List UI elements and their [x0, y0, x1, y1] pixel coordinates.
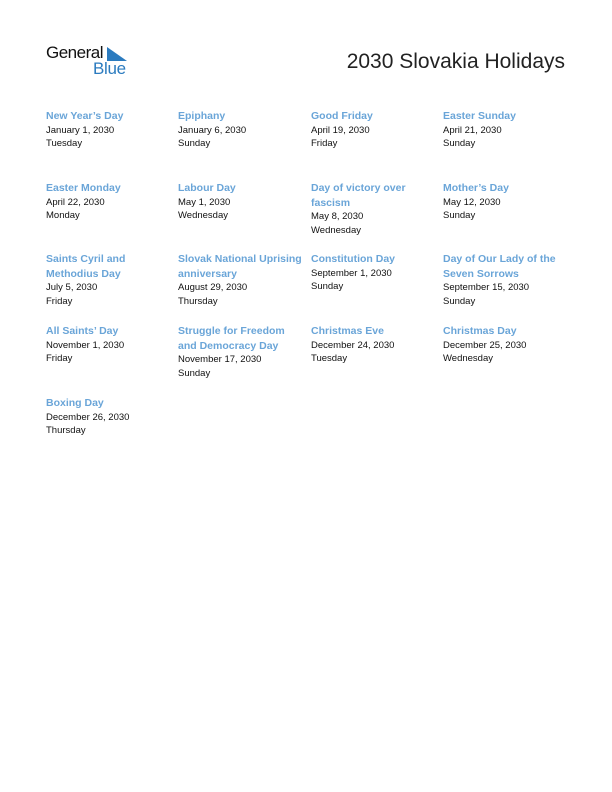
- holiday-name: Easter Sunday: [443, 110, 516, 122]
- holiday-weekday: Wednesday: [311, 224, 361, 236]
- holiday-item: [46, 109, 172, 151]
- holiday-weekday: Wednesday: [443, 353, 493, 364]
- holiday-date: May 8, 2030: [311, 211, 364, 222]
- holiday-item: [443, 109, 569, 151]
- holiday-date: August 29, 2030: [178, 282, 248, 293]
- holiday-date: April 21, 2030: [443, 124, 502, 136]
- holiday-item: [311, 252, 437, 294]
- holiday-item: [443, 324, 569, 366]
- holiday-weekday: Wednesday: [178, 210, 228, 221]
- holiday-item: [46, 396, 172, 438]
- holiday-date: May 12, 2030: [443, 196, 501, 208]
- holiday-weekday: Sunday: [443, 138, 476, 149]
- holiday-item: [178, 324, 304, 380]
- logo-word-blue: Blue: [93, 59, 126, 78]
- holiday-item: [178, 109, 304, 151]
- holiday-weekday: Sunday: [443, 295, 476, 307]
- holiday-item: [311, 109, 437, 151]
- holiday-name: Christmas Day: [443, 325, 517, 337]
- holiday-name: Epiphany: [178, 110, 226, 122]
- holiday-weekday: Friday: [46, 295, 73, 307]
- holiday-name: Labour Day: [178, 182, 236, 194]
- logo-word-general: General: [46, 43, 103, 62]
- holiday-weekday: Tuesday: [46, 138, 83, 149]
- holiday-name: All Saints’ Day: [46, 325, 119, 337]
- holiday-weekday: Friday: [46, 353, 73, 364]
- general-blue-logo: [46, 44, 136, 80]
- holiday-weekday: Sunday: [311, 281, 344, 292]
- holiday-date: September 15, 2030: [443, 282, 530, 293]
- holiday-name: Boxing Day: [46, 397, 104, 409]
- holiday-date: May 1, 2030: [178, 196, 231, 208]
- holiday-name: Christmas Eve: [311, 325, 384, 337]
- holiday-name: New Year’s Day: [46, 110, 124, 122]
- holiday-date: April 19, 2030: [311, 124, 370, 136]
- holiday-name: Day of Our Lady of the Seven Sorrows: [443, 253, 556, 280]
- holiday-name: Struggle for Freedom and Democracy Day: [178, 325, 285, 352]
- holiday-item: [46, 181, 172, 223]
- holiday-item: [46, 324, 172, 366]
- holiday-weekday: Tuesday: [311, 353, 348, 364]
- holiday-item: [311, 181, 437, 237]
- holiday-weekday: Monday: [46, 210, 80, 221]
- holiday-name: Constitution Day: [311, 253, 395, 265]
- holiday-item: [443, 181, 569, 223]
- holiday-item: [178, 252, 304, 308]
- holiday-date: December 24, 2030: [311, 339, 395, 351]
- holiday-date: September 1, 2030: [311, 267, 392, 279]
- holiday-weekday: Thursday: [178, 295, 218, 307]
- holiday-name: Good Friday: [311, 110, 373, 122]
- holiday-weekday: Friday: [311, 138, 338, 149]
- holiday-weekday: Sunday: [443, 210, 476, 221]
- holiday-date: December 26, 2030: [46, 411, 130, 423]
- holiday-date: November 1, 2030: [46, 339, 125, 351]
- holiday-name: Slovak National Uprising anniversary: [178, 253, 302, 280]
- holiday-item: [443, 252, 569, 308]
- holiday-name: Day of victory over fascism: [311, 182, 406, 209]
- holiday-item: [46, 252, 172, 308]
- holiday-date: December 25, 2030: [443, 339, 527, 351]
- holiday-weekday: Sunday: [178, 138, 211, 149]
- holiday-weekday: Sunday: [178, 367, 211, 379]
- holiday-name: Easter Monday: [46, 182, 121, 194]
- holiday-weekday: Thursday: [46, 425, 86, 436]
- holiday-date: January 6, 2030: [178, 124, 247, 136]
- holiday-date: July 5, 2030: [46, 282, 98, 293]
- page-title: 2030 Slovakia Holidays: [346, 50, 565, 73]
- holiday-name: Mother’s Day: [443, 182, 509, 194]
- holiday-date: November 17, 2030: [178, 354, 262, 365]
- holiday-name: Saints Cyril and Methodius Day: [46, 253, 126, 280]
- holiday-item: [311, 324, 437, 366]
- holiday-date: January 1, 2030: [46, 124, 115, 136]
- holiday-date: April 22, 2030: [46, 196, 105, 208]
- holiday-item: [178, 181, 304, 223]
